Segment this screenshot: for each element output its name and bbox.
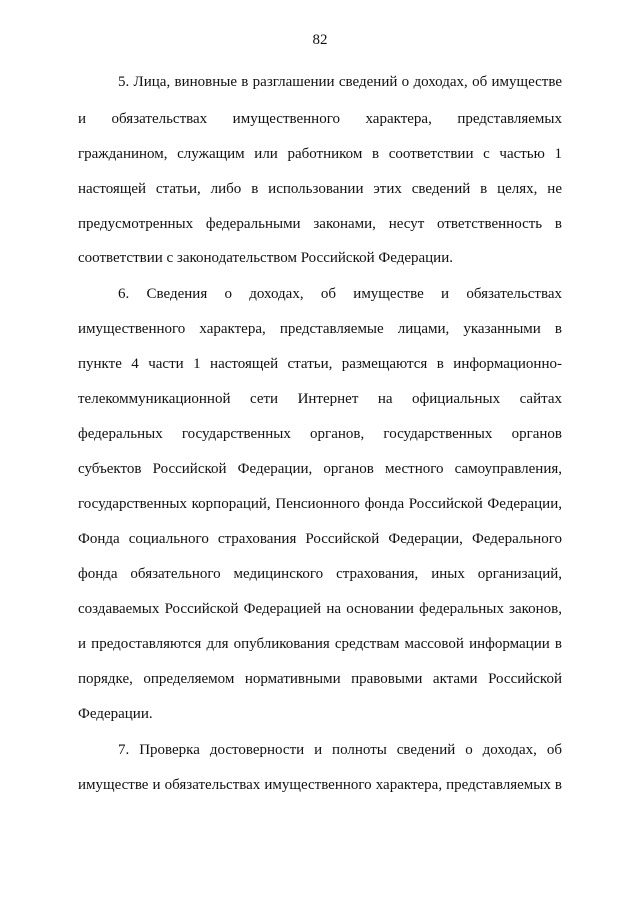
paragraph-5-line-4: настоящей статьи, либо в использовании этих сведений в целях, не bbox=[78, 181, 562, 197]
paragraph-5-line-3: гражданином, служащим или работником в соответствии с частью 1 bbox=[78, 146, 562, 162]
paragraph-6-line-12: порядке, определяемом нормативными правовыми актами Российской bbox=[78, 671, 562, 687]
paragraph-6-line-13: Федерации. bbox=[78, 706, 153, 722]
paragraph-6-line-6: субъектов Российской Федерации, органов местного самоуправления, bbox=[78, 461, 562, 477]
paragraph-6-line-8: Фонда социального страхования Российской Федерации, Федерального bbox=[78, 531, 562, 547]
paragraph-6-line-5: федеральных государственных органов, государственных органов bbox=[78, 426, 562, 442]
paragraph-6-line-7: государственных корпораций, Пенсионного фонда Российской Федерации, bbox=[78, 496, 562, 512]
paragraph-7-line-1: 7. Проверка достоверности и полноты сведений о доходах, об bbox=[118, 742, 562, 758]
paragraph-6-line-4: телекоммуникационной сети Интернет на официальных сайтах bbox=[78, 391, 562, 407]
page-number: 82 bbox=[312, 32, 328, 48]
paragraph-5-line-2: и обязательствах имущественного характера, представляемых bbox=[78, 111, 562, 127]
paragraph-5-line-6: соответствии с законодательством Российской Федерации. bbox=[78, 250, 453, 266]
paragraph-6-line-2: имущественного характера, представляемые лицами, указанными в bbox=[78, 321, 562, 337]
paragraph-6-line-11: и предоставляются для опубликования средствам массовой информации в bbox=[78, 636, 562, 652]
paragraph-6-line-1: 6. Сведения о доходах, об имуществе и обязательствах bbox=[118, 286, 562, 302]
paragraph-5-line-1: 5. Лица, виновные в разглашении сведений о доходах, об имуществе bbox=[118, 74, 562, 90]
paragraph-6-line-3: пункте 4 части 1 настоящей статьи, размещаются в информационно- bbox=[78, 356, 562, 372]
paragraph-6-line-10: создаваемых Российской Федерацией на основании федеральных законов, bbox=[78, 601, 562, 617]
paragraph-5-line-5: предусмотренных федеральными законами, несут ответственность в bbox=[78, 216, 562, 232]
paragraph-7-line-2: имуществе и обязательствах имущественного характера, представляемых в bbox=[78, 777, 562, 793]
paragraph-6-line-9: фонда обязательного медицинского страхования, иных организаций, bbox=[78, 566, 562, 582]
